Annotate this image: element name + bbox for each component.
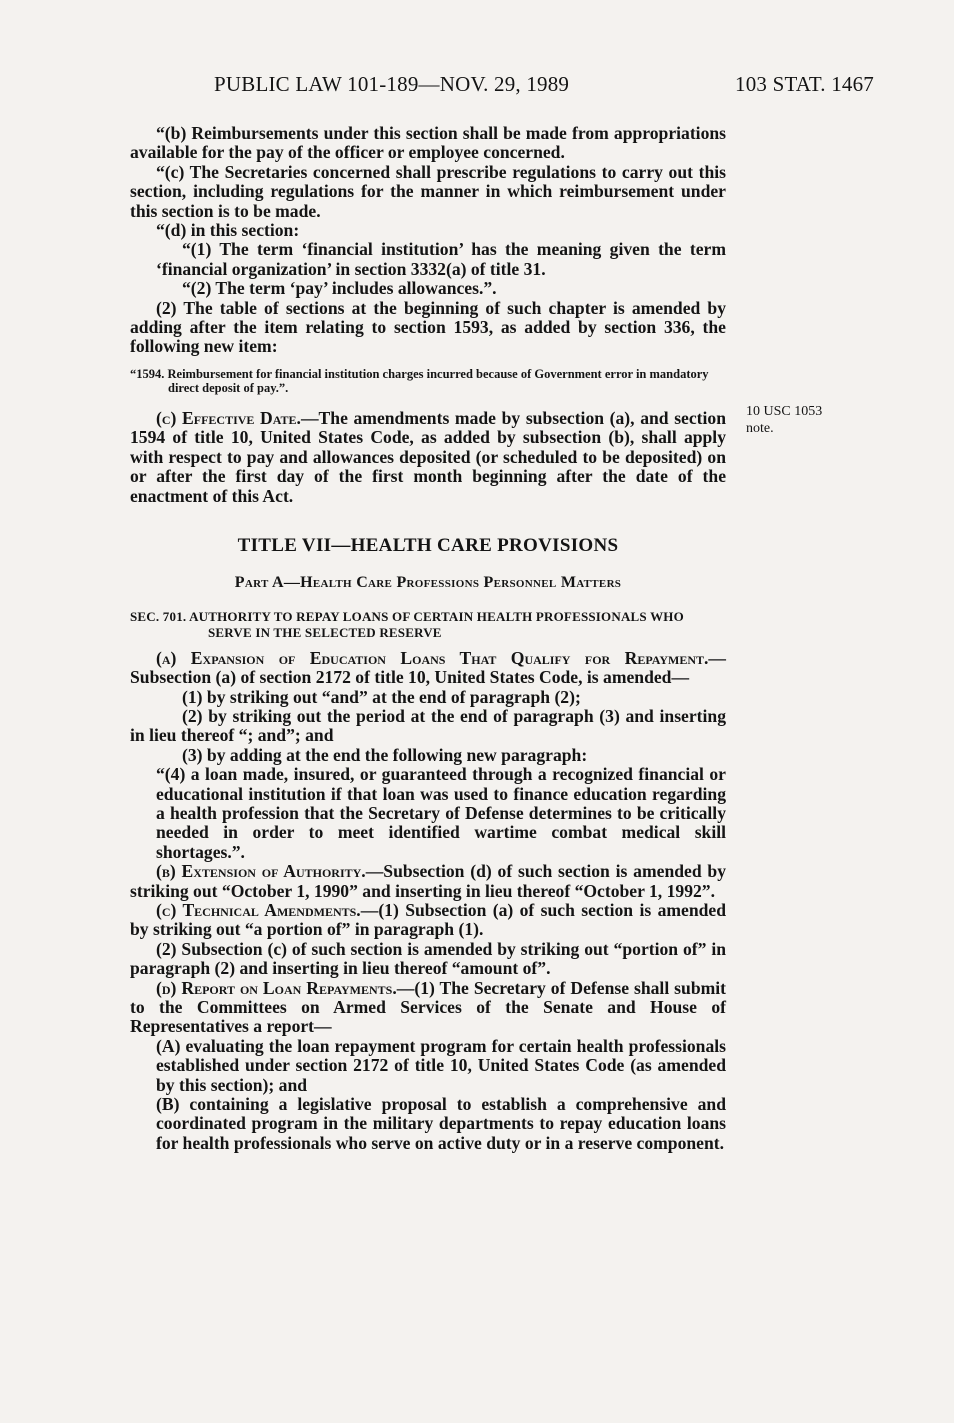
table-item-1594: “1594. Reimbursement for financial institution charges incurred because of Government error in mandatory direct deposit of pay.”.: [130, 366, 709, 395]
subsection-d-text: —(1) The Secretary of Defense shall submit to the Committees on Armed Services of the Senate and House of Representatives a report—: [130, 977, 727, 1037]
subsection-c-heading: (c) Technical Amendments.: [156, 900, 361, 920]
subsection-c: [130, 901, 726, 940]
effective-date-text: —The amendments made by subsection (a), and section 1594 of title 10, United States Code, as added by subsection (b), shall apply with respect to pay and allowances deposited (or scheduled to be deposited) on or after the first day of the first month beginning after the date of the enactment of this Act.: [130, 407, 726, 506]
effective-date-heading: (c) Effective Date.: [156, 407, 301, 428]
stat-page-number: 103 STAT. 1467: [735, 72, 874, 96]
running-head: PUBLIC LAW 101-189—NOV. 29, 1989: [214, 72, 570, 96]
definition-1: “(1) The term ‘financial institution’ has the meaning given the term ‘financial organization’ in section 3332(a) of title 31.: [156, 239, 726, 279]
subsection-a: [130, 649, 726, 688]
definition-2: “(2) The term ‘pay’ includes allowances.”.: [182, 278, 497, 299]
clause-a4: “(4) a loan made, insured, or guaranteed through a recognized financial or educational institution if that loan was used to finance education regarding a health profession that the Secretary of Defense determines to be critically needed in order to meet identified wartime combat medical skill shortages.”.: [156, 764, 726, 862]
clause-dA: (A) evaluating the loan repayment program for certain health professionals established under section 2172 of title 10, United States Code (as amended by this section); and: [156, 1035, 726, 1095]
clause-a3: (3) by adding at the end the following new paragraph:: [182, 744, 588, 765]
margin-note-suffix: note.: [746, 421, 774, 436]
section-heading: SEC. 701. AUTHORITY TO REPAY LOANS OF CERTAIN HEALTH PROFESSIONALS WHO SERVE IN THE SELECTED RESERVE: [130, 608, 684, 640]
part-heading: Part A—Health Care Professions Personnel Matters: [234, 574, 622, 592]
subsection-d-heading: (d) Report on Loan Repayments.: [156, 977, 397, 998]
clause-a1: (1) by striking out “and” at the end of paragraph (2);: [182, 686, 581, 707]
subsection-b-text: —Subsection (d) of such section is amended by striking out “October 1, 1990” and inserting in lieu thereof “October 1, 1992”.: [130, 861, 726, 901]
subsection-a-heading: (a) Expansion of Education Loans That Qualify for Repayment.: [156, 647, 709, 668]
effective-date-paragraph: [130, 409, 726, 506]
subsection-d: [130, 979, 726, 1037]
margin-note: [746, 403, 856, 437]
paragraph-d: “(d) in this section:: [156, 220, 300, 241]
clause-dB: (B) containing a legislative proposal to establish a comprehensive and coordinated program in the military departments to repay education loans for health professionals who serve on active duty or in a reserve component.: [156, 1094, 726, 1153]
subsection-b: [130, 862, 726, 901]
subsection-c-2: (2) Subsection (c) of such section is amended by striking out “portion of” in paragraph (2) and inserting in lieu thereof “amount of”.: [130, 938, 726, 979]
subsection-c-text: —(1) Subsection (a) of such section is amended by striking out “a portion of” in paragraph (1).: [130, 900, 726, 940]
body-text: [130, 124, 726, 1153]
paragraph-c: “(c) The Secretaries concerned shall prescribe regulations to carry out this section, including regulations for the manner in which reimbursement under this section is to be made.: [130, 161, 726, 221]
subsection-b-heading: (b) Extension of Authority.: [156, 861, 366, 882]
margin-note-citation: 10 USC 1053: [746, 404, 823, 419]
clause-a2-text: (2) by striking out the period at the end of paragraph (3) and inserting in lieu thereof “; and”; and: [130, 705, 726, 746]
paragraph-2: (2) The table of sections at the beginning of such chapter is amended by adding after the item relating to section 1593, as added by section 336, the following new item:: [130, 297, 726, 357]
title-heading: TITLE VII—HEALTH CARE PROVISIONS: [237, 534, 619, 556]
subsection-a-text: —Subsection (a) of section 2172 of title 10, United States Code, is amended—: [130, 647, 726, 688]
paragraph-b: “(b) Reimbursements under this section shall be made from appropriations available for the pay of the officer or employee concerned.: [130, 123, 726, 163]
clause-a2: [130, 707, 726, 746]
